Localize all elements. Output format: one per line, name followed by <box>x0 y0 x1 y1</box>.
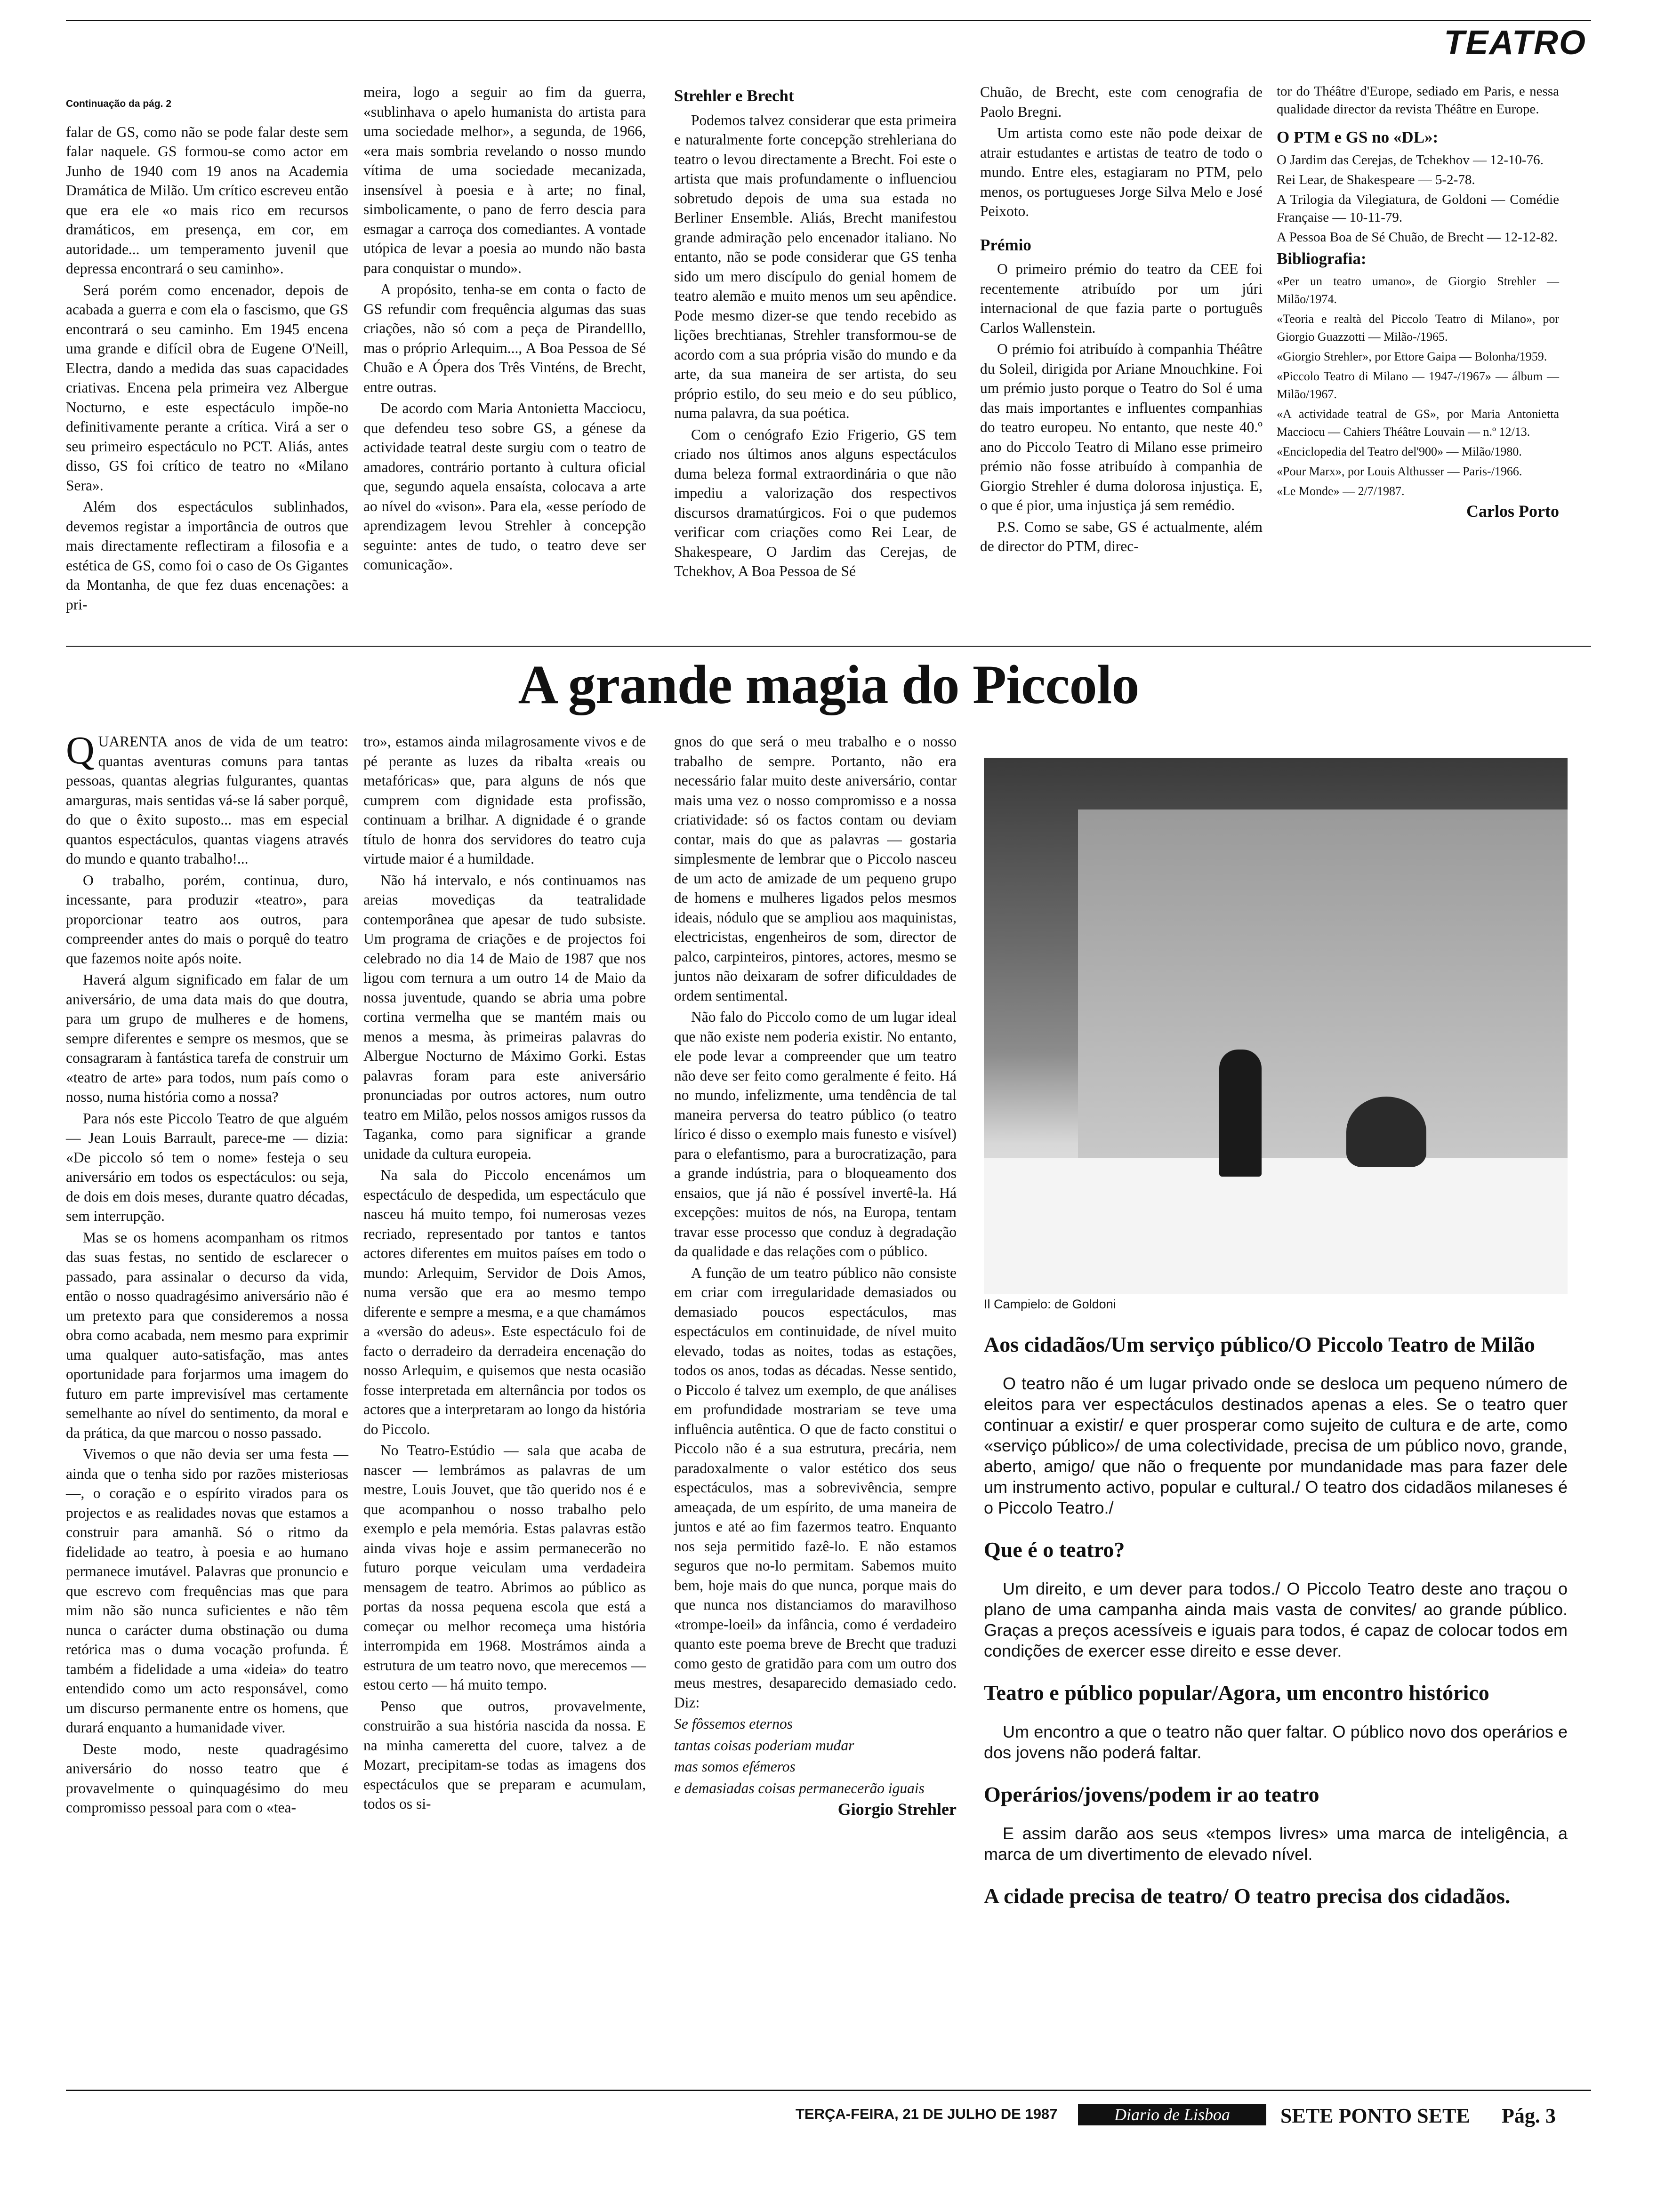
masthead-logo: Diario de Lisboa <box>1078 2104 1266 2125</box>
poem-line: e demasiadas coisas permanecerão iguais <box>674 1779 925 1796</box>
paragraph: Não falo do Piccolo como de um lugar ideal que não existe nem poderia existir. No entanto, ele pode levar a compreender que um teatro não deve ser feito como geralmente é feito. Há no mundo, infelizmente, uma tendência de tal maneira perversa do teatro público (o teatro lírico é disso o exemplo mais funesto e visível) para o elefantismo, para a burocratização, para a grande indústria, para o bloqueamento dos ensaios, que já não é possível invertê-la. Há excepções: muitos de nós, na Europa, tentam travar esse processo que conduz à degradação da qualidade e das relações com o público. <box>674 1009 957 1259</box>
subheading: Bibliografia: <box>1277 249 1367 268</box>
photo-figure <box>1219 1050 1262 1177</box>
page-number: Pág. 3 <box>1502 2104 1556 2127</box>
paragraph: O primeiro prémio do teatro da CEE foi recentemente atribuído por um júri internacional de que fazia parte o português Carlos Wallenstein. <box>980 261 1263 336</box>
subheading: Strehler e Brecht <box>674 87 794 105</box>
paragraph: De acordo com Maria Antonietta Macciocu, que defendeu teso sobre GS, a génese da actividade teatral deste surgiu com o teatro de amadores, contrário portanto à cultura oficial que, segundo aquela ensaísta, colocava a arte ao nível do «vison». Para ela, «esse período de aprendizagem levou Strehler à concepção seguinte: antes de tudo, o teatro deve ser comunicação». <box>363 400 646 573</box>
top-column-4 <box>980 82 1263 556</box>
subheading: Prémio <box>980 235 1031 254</box>
paragraph: Com o cenógrafo Ezio Frigerio, GS tem criado nos últimos anos alguns espectáculos duma beleza formal extraordinária o que não impediu a valorização dos respectivos discursos dramatúrgicos. Foi o que pudemos verificar com criações como Rei Lear, de Shakespeare, O Jardim das Cerejas, de Tchekhov, A Boa Pessoa de Sé <box>674 426 957 579</box>
footer <box>0 2102 1657 2130</box>
issue-date: TERÇA-FEIRA, 21 DE JULHO DE 1987 <box>796 2106 1058 2122</box>
headline: A grande magia do Piccolo <box>518 654 1139 715</box>
photo-wall <box>1078 809 1568 1158</box>
paragraph: Vivemos o que não devia ser uma festa — ainda que o tenha sido por razões misteriosas —, o coração e o espírito virados para os projectos e as realidades novas que estamos a construir para amanhã. Só o ritmo da fidelidade ao teatro, à poesia e ao humano permanece imutável. Palavras que pronuncio e que escrevo com frequências mas que para mim não são nunca suficientes e não têm nunca o carácter duma obstinação ou duma retórica mas o duma vocação profunda. É também a fidelidade a uma «ideia» do teatro entendido como um acto responsável, como um discurso permanente entre os homens, que durará enquanto a humanidade viver. <box>66 1446 348 1736</box>
top-column-1 <box>66 94 348 614</box>
section-tag: TEATRO <box>1444 24 1586 62</box>
photo-floor <box>984 1158 1568 1294</box>
paragraph: meira, logo a seguir ao fim da guerra, «sublinhava o apelo humanista do artista para uma sociedade melhor», a segunda, de 1966, «era mais sombria revelando o nosso mundo vítima de uma sociedade mecanizada, insensível à poesia e à arte; no final, simbolicamente, o pano de ferro descia para esmagar a carroça dos comediantes. A vontade utópica de levar a poesia ao mundo não basta para conquistar o mundo». <box>363 84 646 276</box>
list-item: «A actividade teatral de GS», por Maria Antonietta Macciocu — Cahiers Théâtre Louvain — n.º 12/13. <box>1277 407 1559 439</box>
block-heading: Operários/jovens/podem ir ao teatro <box>984 1782 1319 1806</box>
paragraph: Podemos talvez considerar que esta primeira e naturalmente forte concepção strehleriana do teatro o levou directamente a Brecht. Foi este o artista que mais profundamente o influenciou sobretudo depois de uma sua estada no Berliner Ensemble. Aliás, Brecht manifestou grande admiração pelo encenador italiano. No entanto, não se pode considerar que GS tenha sido um mero discípulo do genial homem de teatro alemão e muito menos um seu apêndice. Pode mesmo dizer-se que tendo recebido as lições brechtianas, Strehler transformou-se de acordo com a sua própria visão do mundo e da arte, da sua maneira de ser artista, do seu próprio estilo, do seu meio e do seu público, numa palavra, da sua poética. <box>674 112 957 421</box>
paragraph: Haverá algum significado em falar de um aniversário, de uma data mais do que doutra, para um grupo de mulheres e de homens, sempre diferentes e sempre os mesmos, que se consagraram à fantástica tarefa de construir um «teatro de arte» para todos, num país como o nosso, numa história como a nossa? <box>66 971 348 1105</box>
stage-photo <box>984 758 1568 1294</box>
list-item: «Enciclopedia del Teatro del'900» — Milão/1980. <box>1277 445 1522 458</box>
poem-line: Se fôssemos eternos <box>674 1715 793 1732</box>
section-divider <box>66 646 1591 647</box>
list-item: Rei Lear, de Shakespeare — 5-2-78. <box>1277 172 1475 187</box>
list-item: «Teoria e realtà del Piccolo Teatro di Milano», por Giorgio Guazzotti — Milão-/1965. <box>1277 312 1559 344</box>
poem-line: tantas coisas poderiam mudar <box>674 1737 854 1754</box>
top-column-5 <box>1277 82 1559 520</box>
photo-figure <box>1346 1097 1426 1167</box>
main-column-3 <box>674 732 957 1819</box>
paragraph: Chuão, de Brecht, este com cenografia de Paolo Bregni. <box>980 84 1263 120</box>
paragraph: O trabalho, porém, continua, duro, incessante, para produzir «teatro», para proporcionar teatro aos outros, para compreender antes do mais o porquê do teatro que fazemos noite após noite. <box>66 872 348 967</box>
poem-line: mas somos efémeros <box>674 1758 796 1775</box>
main-column-2 <box>363 732 646 1814</box>
list-item: A Trilogia da Vilegiatura, de Goldoni — Comédie Française — 10-11-79. <box>1277 192 1559 225</box>
block-heading: Teatro e público popular/Agora, um encontro histórico <box>984 1681 1489 1705</box>
photo-caption: Il Campielo: de Goldoni <box>984 1297 1116 1311</box>
right-column <box>984 1332 1568 1925</box>
paragraph: gnos do que será o meu trabalho e o nosso trabalho de sempre. Portanto, não era necessário falar muito deste aniversário, contar mais uma vez o nosso compromisso e a nossa criatividade: só os factos contam ou deviam contar, mais do que as palavras — gostaria simplesmente de lembrar que o Piccolo nasceu de um acto de amizade de um pequeno grupo de homens e mulheres ligados pelos mesmos ideais, nódulo que se ampliou aos maquinistas, electricistas, engenheiros de som, director de palco, carpinteiros, pintores, actores, mesmo se juntos não deixaram de sofrer dificuldades de ordem sentimental. <box>674 733 957 1004</box>
closing-line: A cidade precisa de teatro/ O teatro precisa dos cidadãos. <box>984 1884 1511 1908</box>
continuation-label: Continuação da pág. 2 <box>66 98 172 109</box>
paragraph: Um artista como este não pode deixar de atrair estudantes e artistas de teatro de todo o mundo. Entre eles, estagiaram no PTM, pelo menos, os portugueses Jorge Silva Melo e José Peixoto. <box>980 125 1263 219</box>
byline: Giorgio Strehler <box>837 1800 957 1819</box>
top-column-2 <box>363 82 646 575</box>
block-heading: Que é o teatro? <box>984 1538 1125 1562</box>
block-body: Um encontro a que o teatro não quer faltar. O público novo dos operários e dos jovens não poderá faltar. <box>984 1722 1568 1762</box>
block-body: Um direito, e um dever para todos./ O Piccolo Teatro deste ano traçou o plano de uma campanha ainda mais vasta de convites/ ao grande público. Graças a preços acessíveis e iguais para todos, é capaz de colocar todos em condições de exercer esse direito e esse dever. <box>984 1579 1568 1660</box>
paragraph: O prémio foi atribuído à companhia Théâtre du Soleil, dirigida por Ariane Mnouchkine. Foi um prémio justo porque o Teatro do Sol é uma das mais importantes e influentes companhias do teatro europeu. No entanto, que neste 40.º ano do Piccolo Teatro di Milano esse primeiro prémio não fosse atribuído à companhia de Giorgio Strehler é duma dolorosa injustiça. E, o que é pior, uma injustiça já sem remédio. <box>980 341 1263 513</box>
paragraph: A propósito, tenha-se em conta o facto de GS refundir com frequência algumas das suas criações, não só com a peça de Pirandelllo, mas o próprio Arlequim..., A Boa Pessoa de Sé Chuão e A Ópera dos Três Vinténs, de Brecht, entre outras. <box>363 281 646 395</box>
paragraph: Para nós este Piccolo Teatro de que alguém — Jean Louis Barrault, parece-me — dizia: «De piccolo só tem o nome» festeja o seu aniversário em todos os espectáculos: ou seja, de dois em dois meses, durante quatro décadas, sem interrupção. <box>66 1110 348 1224</box>
lead-text: UARENTA anos de vida de um teatro: quantas aventuras comuns para tantas pessoas, quantas alegrias fulgurantes, quantas amarguras, mais sentidas vá-se lá saber porquê, do que o êxito suposto... mas em especial quantos espectáculos, quantas viagens através do mundo e quanto trabalho!... <box>66 733 348 867</box>
byline: Carlos Porto <box>1466 502 1559 521</box>
paragraph: Na sala do Piccolo encenámos um espectáculo de despedida, um espectáculo que nasceu há muito tempo, foi numerosas vezes recriado, representado por tantos e tantos actores diferentes em muitos países em todo o mundo: Arlequim, Servidor de Dois Amos, numa versão que era ao mesmo tempo diferente e sempre a mesma, e a que chamámos a «versão do adeus». Este espectáculo foi de facto o derradeiro da derradeira encenação do nosso Arlequim, e quisemos que nesta ocasião fosse interpretada em alternância por todos os actores que a interpretaram ao longo da história do Piccolo. <box>363 1167 646 1437</box>
paragraph: Penso que outros, provavelmente, construirão a sua história nascida da nossa. E na minha cameretta del cuore, talvez a de Mozart, precipitam-se todas as imagens dos espectáculos que se preparam e acumulam, todos os si- <box>363 1698 646 1812</box>
paragraph: Mas se os homens acompanham os ritmos das suas festas, no sentido de esclarecer o passado, para assinalar o decurso da vida, então o nosso quadragésimo aniversário não é um pretexto para que consideremos a nossa obra como acabada, nem mesmo para exprimir uma qualquer auto-satisfação, mas antes oportunidade para forjarmos uma imagem do futuro em parte imprevisível mas certamente semelhante ao nível do sentimento, da moral e da prática, da que marcou o nosso passado. <box>66 1229 348 1441</box>
list-item: «Giorgio Strehler», por Ettore Gaipa — Bolonha/1959. <box>1277 350 1547 363</box>
block-body: O teatro não é um lugar privado onde se desloca um pequeno número de eleitos para ver espectáculos destinados apenas a eles. Se o teatro quer continuar a existir/ e quer prosperar como sujeito de cultura e de arte, como «serviço público»/ de uma colectividade, precisa de um público novo, grande, aberto, amigo/ que não o frequente por mundanidade mas para fazer dele um instrumento activo, popular e cultural./ O teatro dos cidadãos milaneses é o Piccolo Teatro./ <box>984 1374 1568 1517</box>
top-rule <box>66 20 1591 21</box>
list-item: «Pour Marx», por Louis Althusser — Paris-/1966. <box>1277 465 1522 478</box>
block-body: E assim darão aos seus «tempos livres» uma marca de inteligência, a marca de um divertimento de elevado nível. <box>984 1824 1568 1864</box>
paragraph: P.S. Como se sabe, GS é actualmente, além de director do PTM, direc- <box>980 518 1263 554</box>
list-item: A Pessoa Boa de Sé Chuão, de Brecht — 12-12-82. <box>1277 230 1558 245</box>
paragraph: No Teatro-Estúdio — sala que acaba de nascer — lembrámos as palavras de um mestre, Louis Jouvet, que tão querido nos é e que acompanhou o nosso trabalho pelo exemplo e pela memória. Estas palavras estão ainda vivas hoje e assim permanecerão no futuro porque veiculam uma verdadeira mensagem de teatro. Abrimos ao público as portas da nossa pequena escola que está a começar ou melhor recomeça uma história interrompida em 1968. Mostrámos ainda a estrutura de um teatro novo, que merecemos — estou certo — há muito tempo. <box>363 1442 646 1693</box>
list-item: «Piccolo Teatro di Milano — 1947-/1967» — álbum — Milão/1967. <box>1277 369 1559 401</box>
subheading: O PTM e GS no «DL»: <box>1277 128 1439 146</box>
paragraph: A função de um teatro público não consiste em criar com irregularidade demasiados ou demasiado poucos espectáculos, mas espectáculos em continuidade, de nível muito elevado, todas as noites, todas as estações, todos os anos, todas as décadas. Nesse sentido, o Piccolo é talvez um exemplo, de que análises em profundidade mostrariam se teve uma influência autêntica. O que de facto constitui o Piccolo não é a sua estrutura, precária, nem paradoxalmente o valor estético dos seus espectáculos, mas a sobrevivência, sempre ameaçada, de um espírito, de uma maneira de juntos e até ao fim fazermos teatro. Enquanto nos seja permitido fazê-lo. E não estamos seguros que no-lo permitam. Sabemos muito bem, hoje mais do que nunca, porque mais do que nunca nos distanciamos do maravilhoso «trompe-loeil» da infância, como é verdadeiro quanto este poema breve de Brecht que traduzi como gesto de gratidão para com um outro dos meus mestres, desaparecido demasiado cedo. Diz: <box>674 1264 957 1711</box>
paragraph: falar de GS, como não se pode falar deste sem falar naquele. GS formou-se como actor em Junho de 1940 com 19 anos na Academia Dramática de Milão. Um crítico escreveu então que era ele «o mais rico em recursos dramáticos, em presença, em cor, em autoridade... um temperamento juvenil que depressa encontrará o seu caminho». <box>66 123 348 277</box>
paragraph: Além dos espectáculos sublinhados, devemos registar a importância de outros que mais directamente reflectiram a filosofia e a estética de GS, como foi o caso de Os Gigantes da Montanha, de que fez duas encenações: a pri- <box>66 498 348 613</box>
paragraph-lead <box>66 729 348 869</box>
paragraph: tro», estamos ainda milagrosamente vivos e de pé perante as luzes da ribalta «reais ou metafóricas» que, para alguns de nós que cumprem com dignidade esta profissão, continuam a brilhar. A dignidade é o grande título de honra dos servidores do teatro cuja virtude maior é a humildade. <box>363 733 646 867</box>
block-heading: Aos cidadãos/Um serviço público/O Piccolo Teatro de Milão <box>984 1332 1535 1356</box>
list-item: O Jardim das Cerejas, de Tchekhov — 12-10-76. <box>1277 152 1544 168</box>
paragraph: Não há intervalo, e nós continuamos nas areias movediças da teatralidade contemporânea que apesar de tudo subsiste. Um programa de criações e de projectos foi celebrado no dia 14 de Maio de 1987 que nos ligou com ternura a um outro 14 de Maio da nossa juventude, quando se abria uma pobre cortina vermelha que se mantém mais ou menos a mesma, às primeiras palavras do Albergue Nocturno de Máximo Gorki. Estas palavras foram para este aniversário pronunciadas por outros actores, num outro teatro em Milão, pelos nossos amigos russos da Taganka, como para significar a grande unidade da cultura europeia. <box>363 872 646 1162</box>
main-column-1 <box>66 729 348 1818</box>
top-column-3 <box>674 82 957 581</box>
dropcap: Q <box>66 729 95 772</box>
list-item: «Per un teatro umano», de Giorgio Strehler — Milão/1974. <box>1277 274 1559 306</box>
footer-rule <box>66 2090 1591 2091</box>
list-item: «Le Monde» — 2/7/1987. <box>1277 484 1405 498</box>
paragraph: Deste modo, neste quadragésimo aniversário do nosso teatro que é provavelmente o quinquagésimo do meu compromisso pessoal para com o «tea- <box>66 1740 348 1816</box>
paragraph: tor do Théâtre d'Europe, sediado em Paris, e nessa qualidade director da revista Théâtre en Europe. <box>1277 84 1559 117</box>
supplement-name: SETE PONTO SETE <box>1280 2104 1470 2127</box>
paragraph: Será porém como encenador, depois de acabada a guerra e com ela o fascismo, que GS encontrará o seu caminho. Em 1945 encena uma grande e difícil obra de Eugene O'Neill, Electra, dando a medida das suas capacidades criativas. Encena pela primeira vez Albergue Nocturno, e este espectáculo impõe-no definitivamente perante a crítica. Virá a ser o seu primeiro espectáculo no PCT. Aliás, antes disso, GS foi crítico de teatro no «Milano Sera». <box>66 281 348 494</box>
